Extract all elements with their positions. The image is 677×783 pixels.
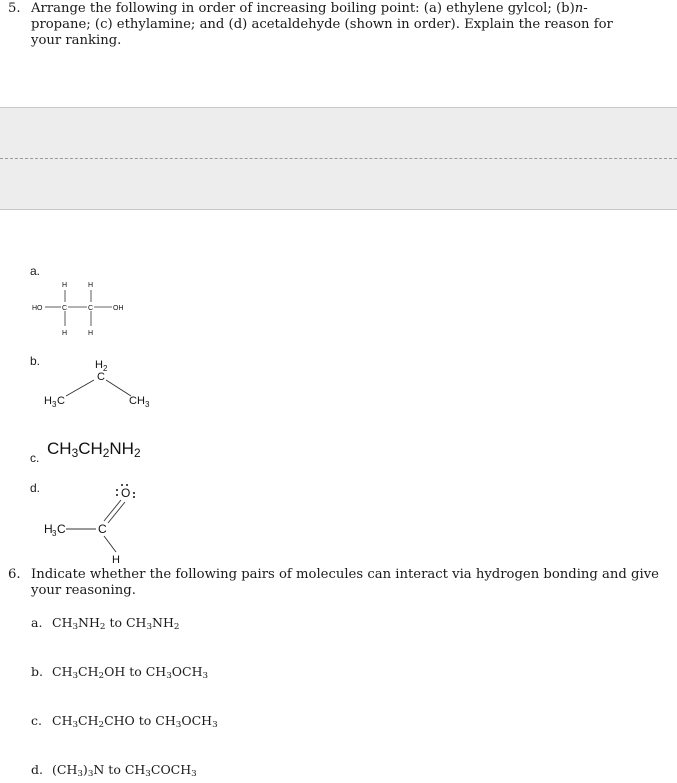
molecule-a-ho: HO xyxy=(32,305,43,312)
question-text-part: -propane; (c) ethylamine; and (d) acetaldehyde (shown in order). Explain the reason for your ranking. xyxy=(31,1,613,48)
lone-pair-dot xyxy=(133,496,135,498)
lone-pair-dot xyxy=(116,494,118,496)
pair-a: a. $CH_3NH_2$ to $CH_3NH_2$ xyxy=(31,615,180,633)
molecule-b-left-h: H xyxy=(44,395,52,407)
molecule-d-oxygen: O xyxy=(121,486,131,500)
molecule-b-left-sub: 3 xyxy=(52,400,57,409)
molecule-d-left-sub: 3 xyxy=(52,529,57,538)
pair-b: b. $CH_3CH_2OH$ to $CH_3OCH_3$ xyxy=(31,664,209,682)
molecule-a-label: a. xyxy=(30,264,41,278)
pair-letter: b. xyxy=(31,664,43,679)
pair-letter: c. xyxy=(31,713,42,728)
question-text-part: Arrange the following in order of increasing boiling point: (a) ethylene gylcol; (b) xyxy=(31,1,575,16)
molecule-a-h-top-1: H xyxy=(62,282,68,289)
molecule-a-carbon-1: C xyxy=(62,305,68,312)
molecule-d-left-c: C xyxy=(57,522,66,536)
molecule-b-ch2-sub: 2 xyxy=(103,364,108,373)
molecule-d-hydrogen: H xyxy=(112,554,120,566)
lone-pair-dot xyxy=(133,492,135,494)
pair-letter: a. xyxy=(31,615,43,630)
pair-d: d. $(CH_3)_3N$ to $CH_3COCH_3$ xyxy=(31,762,197,780)
molecule-a-h-bottom-2: H xyxy=(88,330,94,337)
molecule-c-label: c. xyxy=(30,451,40,465)
question-text-italic: n xyxy=(574,1,584,16)
molecule-b-left-c: C xyxy=(57,395,65,407)
molecule-a-h-bottom-1: H xyxy=(62,330,68,337)
molecule-d-left-h: H xyxy=(44,522,53,536)
molecule-b-right-ch: CH xyxy=(129,395,145,407)
lone-pair-dot xyxy=(116,489,118,491)
pair-c: c. $CH_3CH_2CHO$ to $CH_3OCH_3$ xyxy=(31,713,218,731)
molecule-b-ch2-c: C xyxy=(97,371,105,383)
molecule-d-label: d. xyxy=(30,481,41,495)
lone-pair-dot xyxy=(121,484,123,486)
molecule-b-label: b. xyxy=(30,354,41,368)
molecule-a-oh: OH xyxy=(113,305,124,312)
molecule-a-h-top-2: H xyxy=(88,282,94,289)
molecule-c-formula: $CH_3CH_2NH_2$ xyxy=(47,439,141,460)
molecule-b-right-sub: 3 xyxy=(145,400,150,409)
molecule-d-carbon: C xyxy=(98,522,107,536)
question-text: Indicate whether the following pairs of molecules can interact via hydrogen bonding and give your reasoning. xyxy=(31,567,659,598)
question-number: 6. xyxy=(8,567,21,582)
molecule-b-ch2-h: H xyxy=(95,359,103,371)
lone-pair-dot xyxy=(126,484,128,486)
pair-letter: d. xyxy=(31,762,43,777)
question-number: 5. xyxy=(8,1,21,16)
molecule-a-carbon-2: C xyxy=(88,305,94,312)
